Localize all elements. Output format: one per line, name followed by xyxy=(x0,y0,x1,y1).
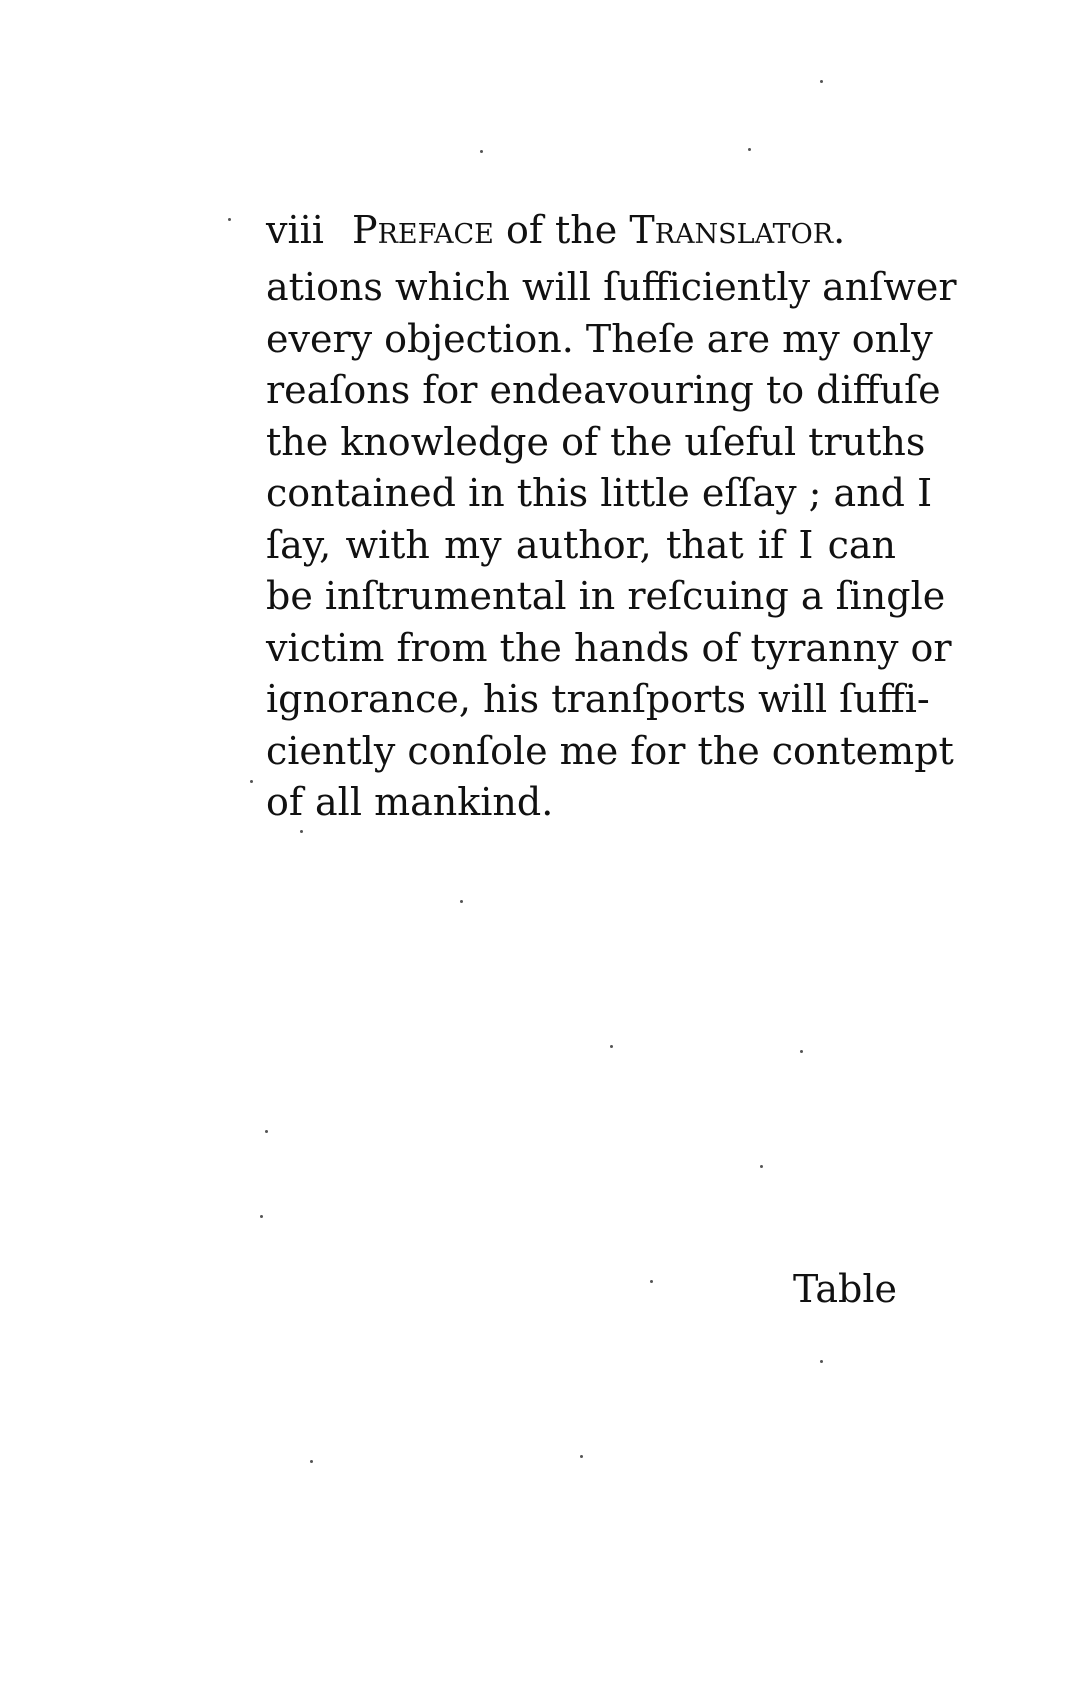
speck xyxy=(580,1455,583,1458)
speck xyxy=(310,1460,313,1463)
text-line: reaſons for endeavouring to diffuſe xyxy=(266,368,941,412)
page-number: viii xyxy=(266,208,324,252)
running-head xyxy=(266,206,896,254)
speck xyxy=(250,780,253,783)
speck xyxy=(820,1360,823,1363)
text-line: ſay, with my author, that if I can xyxy=(266,522,896,567)
text-line: every objection. Theſe are my only xyxy=(266,316,933,361)
speck xyxy=(610,1045,613,1048)
text-line: contained in this little eſſay ; and I xyxy=(266,471,933,515)
text-line: ciently conſole me for the contempt xyxy=(266,728,954,773)
speck xyxy=(748,148,751,151)
speck xyxy=(228,218,231,221)
text-line: be inſtrumental in reſcuing a ſingle xyxy=(266,574,946,618)
speck xyxy=(300,830,303,833)
speck xyxy=(265,1130,268,1133)
text-line: the knowledge of the uſeful truths xyxy=(266,419,926,464)
running-title-of-the: of the xyxy=(506,208,618,252)
text-line: ations which will ſufficiently anſwer xyxy=(266,265,957,309)
text-line: of all mankind. xyxy=(266,780,554,824)
running-title-preface: Preface xyxy=(352,208,494,252)
text-line: ignorance, his tranſports will ſuffi- xyxy=(266,677,930,721)
speck xyxy=(460,900,463,903)
body-paragraph xyxy=(266,262,957,829)
speck xyxy=(650,1280,653,1283)
speck xyxy=(760,1165,763,1168)
speck xyxy=(260,1215,263,1218)
speck xyxy=(820,80,823,83)
speck xyxy=(480,150,483,153)
running-title-translator: Translator. xyxy=(629,208,846,252)
text-line: victim from the hands of tyranny or xyxy=(266,625,952,670)
catchword: Table xyxy=(792,1267,897,1311)
speck xyxy=(800,1050,803,1053)
